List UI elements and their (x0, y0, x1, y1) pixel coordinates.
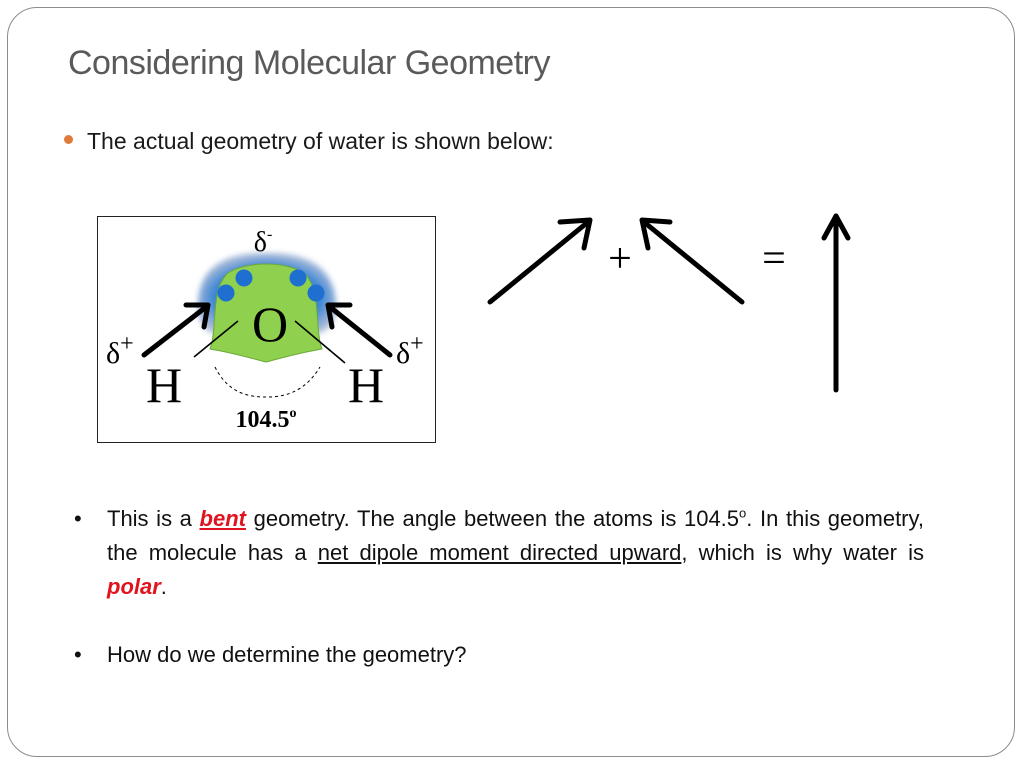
text-segment: , which is why water is (681, 540, 924, 565)
question-text: How do we determine the geometry? (107, 642, 467, 667)
plus-sign: + (608, 236, 632, 282)
bent-emphasis: bent (199, 506, 246, 531)
vector-addition-svg (470, 200, 870, 410)
lone-pair-dot (308, 285, 325, 302)
intro-bullet (64, 128, 554, 155)
vector-addition-diagram (470, 200, 870, 410)
equals-sign: = (762, 236, 786, 282)
slide-title: Considering Molecular Geometry (68, 44, 550, 82)
water-molecule-svg (98, 217, 435, 442)
degree-superscript: o (739, 505, 747, 521)
hydrogen-left-label: H (146, 357, 183, 413)
text-segment: This is a (107, 506, 200, 531)
dipole-arrow-left (144, 307, 206, 355)
vector-arrow-up-right (490, 222, 588, 302)
lone-pair-dot (218, 285, 235, 302)
intro-bullet-text: The actual geometry of water is shown below: (87, 128, 554, 154)
text-segment: geometry. The angle between the atoms is 104.5 (245, 506, 740, 531)
bond-angle-arc (215, 367, 320, 397)
vector-arrow-up-left (644, 222, 742, 302)
question-bullet (74, 638, 924, 672)
hydrogen-right-label: H (348, 357, 385, 413)
delta-plus-right-label: δ+ (396, 331, 424, 370)
orange-bullet-icon (64, 135, 73, 144)
text-segment: . In this geometry, the molecule has a (107, 506, 924, 565)
polar-emphasis: polar (107, 574, 161, 599)
net-dipole-underlined: net dipole moment directed upward (317, 540, 682, 565)
text-segment: . (160, 574, 167, 599)
delta-plus-left-label: δ+ (106, 331, 134, 370)
dipole-arrow-right (330, 307, 390, 355)
lone-pair-dot (236, 270, 253, 287)
explanation-text (107, 502, 924, 604)
bullet-marker: • (74, 506, 82, 531)
oxygen-label: O (251, 296, 289, 352)
lone-pair-dot (290, 270, 307, 287)
explanation-bullet (74, 502, 924, 604)
bullet-marker: • (74, 642, 82, 667)
bond-angle-label: 104.5$^o$ (235, 406, 297, 433)
water-molecule-diagram (97, 216, 436, 443)
delta-minus-label: δ- (253, 226, 273, 258)
